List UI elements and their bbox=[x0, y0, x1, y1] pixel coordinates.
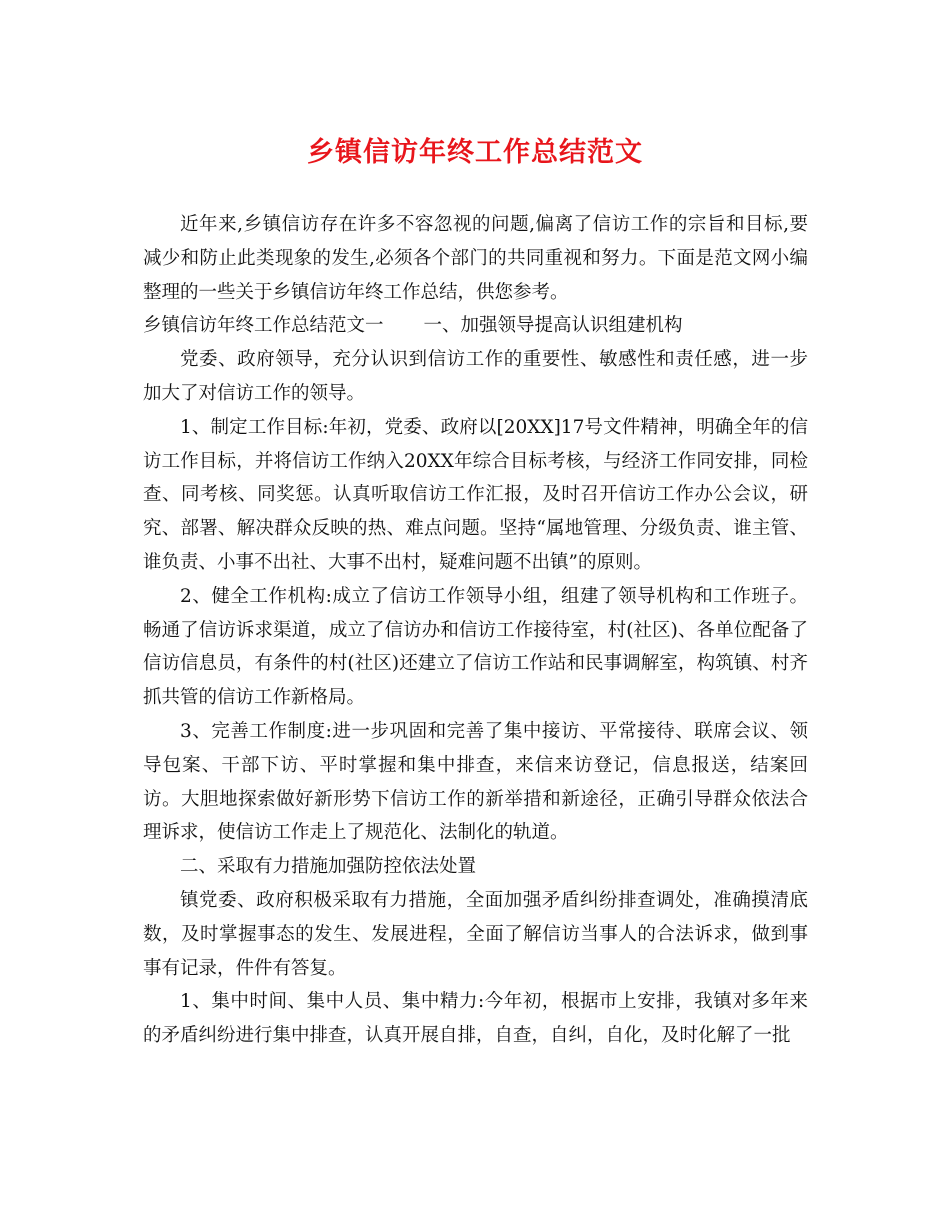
paragraph-measures: 镇党委、政府积极采取有力措施，全面加强矛盾纠纷排查调处，准确摸清底数，及时掌握事态的发生、发展进程，全面了解信访当事人的合法诉求，做到事事有记录，件件有答复。 bbox=[143, 889, 808, 979]
sample-heading: 乡镇信访年终工作总结范文一 bbox=[143, 315, 384, 337]
sample-heading-line bbox=[143, 309, 808, 343]
section1-heading: 一、加强领导提高认识组建机构 bbox=[423, 315, 683, 337]
section2-heading: 二、采取有力措施加强防控依法处置 bbox=[180, 856, 477, 878]
paragraph-work-organization: 2、健全工作机构:成立了信访工作领导小组，组建了领导机构和工作班子。畅通了信访诉求渠道，成立了信访办和信访工作接待室，村(社区)、各单位配备了信访信息员，有条件的村(社区)还建立了信访工作站和民事调解室，构筑镇、村齐抓共管的信访工作新格局。 bbox=[143, 585, 808, 709]
paragraph-leadership: 党委、政府领导，充分认识到信访工作的重要性、敏感性和责任感，进一步加大了对信访工作的领导。 bbox=[143, 349, 808, 404]
paragraph-concentration: 1、集中时间、集中人员、集中精力:今年初，根据市上安排，我镇对多年来的矛盾纠纷进行集中排查，认真开展自排，自查，自纠，自化，及时化解了一批 bbox=[143, 991, 808, 1047]
paragraph-work-system: 3、完善工作制度:进一步巩固和完善了集中接访、平常接待、联席会议、领导包案、干部下访、平时掌握和集中排查，来信来访登记，信息报送，结案回访。大胆地探索做好新形势下信访工作的新举措和新途径，正确引导群众依法合理诉求，使信访工作走上了规范化、法制化的轨道。 bbox=[143, 720, 808, 844]
paragraph-work-goals: 1、制定工作目标:年初，党委、政府以[20XX]17号文件精神，明确全年的信访工作目标，并将信访工作纳入20XX年综合目标考核，与经济工作同安排，同检查、同考核、同奖惩。认真听取信访工作汇报，及时召开信访工作办公会议，研究、部署、解决群众反映的热、难点问题。坚持“属地管理、分级负责、谁主管、谁负责、小事不出社、大事不出村，疑难问题不出镇”的原则。 bbox=[143, 416, 808, 573]
document-title: 乡镇信访年终工作总结范文 bbox=[307, 137, 643, 168]
document-body bbox=[143, 208, 808, 1053]
intro-paragraph: 近年来,乡镇信访存在许多不容忽视的问题,偏离了信访工作的宗旨和目标,要减少和防止此类现象的发生,必须各个部门的共同重视和努力。下面是范文网小编整理的一些关于乡镇信访年终工作总结，供您参考。 bbox=[143, 214, 808, 303]
